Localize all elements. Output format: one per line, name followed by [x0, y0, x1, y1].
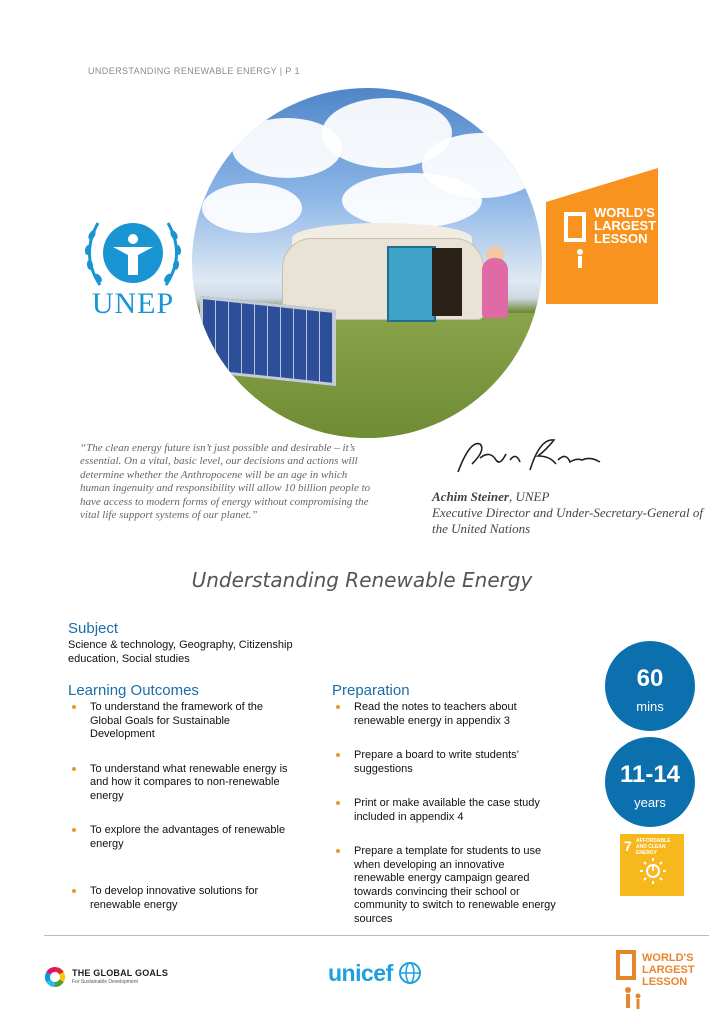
list-item: Prepare a template for students to use when developing an innovative renewable energy campaign geared towards convincing their school or community to switch to renewable energy sources — [332, 845, 557, 926]
global-goals-subtitle: For Sustainable Development — [72, 979, 138, 985]
duration-unit: mins — [636, 699, 664, 714]
list-item: To develop innovative solutions for renewable energy — [68, 885, 293, 912]
solar-panel — [200, 296, 336, 386]
global-goals-wheel-icon — [44, 966, 66, 988]
sun-power-icon — [640, 858, 666, 884]
sdg7-tile — [620, 834, 684, 896]
age-value: 11-14 — [619, 761, 681, 788]
age-badge — [605, 737, 695, 827]
signature-icon — [450, 430, 610, 480]
subject-text: Science & technology, Geography, Citizenship education, Social studies — [68, 639, 293, 665]
running-header: UNDERSTANDING RENEWABLE ENERGY | P 1 — [88, 66, 300, 76]
list-item: To understand the framework of the Global Goals for Sustainable Development — [68, 701, 293, 742]
list-item: Read the notes to teachers about renewable energy in appendix 3 — [332, 701, 557, 728]
preparation-list — [332, 701, 557, 926]
duration-badge — [605, 641, 695, 731]
list-item: To understand what renewable energy is and how it compares to non-renewable energy — [68, 763, 293, 804]
unep-wordmark: UNEP — [91, 287, 175, 320]
page-title: Understanding Renewable Energy — [191, 568, 533, 592]
unicef-logo — [328, 960, 421, 987]
subject-heading: Subject — [68, 620, 119, 637]
age-unit: years — [634, 795, 666, 810]
list-item: To explore the advantages of renewable energy — [68, 824, 293, 851]
worlds-largest-lesson-footer-text: WORLD'S LARGEST LESSON — [642, 952, 695, 988]
list-item: Prepare a board to write students’ suggestions — [332, 749, 557, 776]
learning-outcomes-list — [68, 701, 293, 912]
unicef-globe-icon — [399, 962, 421, 984]
author-org: , UNEP — [508, 489, 550, 504]
list-item: Print or make available the case study included in appendix 4 — [332, 797, 557, 824]
preparation-heading: Preparation — [332, 682, 410, 699]
footer-divider — [44, 935, 709, 936]
unicef-wordmark: unicef — [328, 960, 393, 986]
worlds-largest-lesson-text: WORLD'S LARGEST LESSON — [594, 205, 657, 246]
author-role: Executive Director and Under-Secretary-General of the United Nations — [432, 505, 703, 536]
yurt-photo — [192, 88, 542, 438]
global-goals-title: THE GLOBAL GOALS — [72, 968, 169, 978]
sdg7-number: 7 — [624, 838, 632, 854]
learning-outcomes-heading: Learning Outcomes — [68, 682, 199, 699]
sdg7-label: AFFORDABLE AND CLEAN ENERGY — [636, 838, 671, 856]
quote-attribution — [432, 489, 712, 537]
quote-text: “The clean energy future isn’t just possible and desirable – it’s essential. On a vital, basic level, our decisions and actions will determine whether the Anthropocene will be an age in which human ingenuity and responsibility will allow 10 billion people to have access to modern forms of energy without compromising the vital life support systems of our planet.” — [80, 442, 371, 522]
author-name: Achim Steiner — [432, 489, 509, 504]
duration-value: 60 — [636, 665, 664, 692]
